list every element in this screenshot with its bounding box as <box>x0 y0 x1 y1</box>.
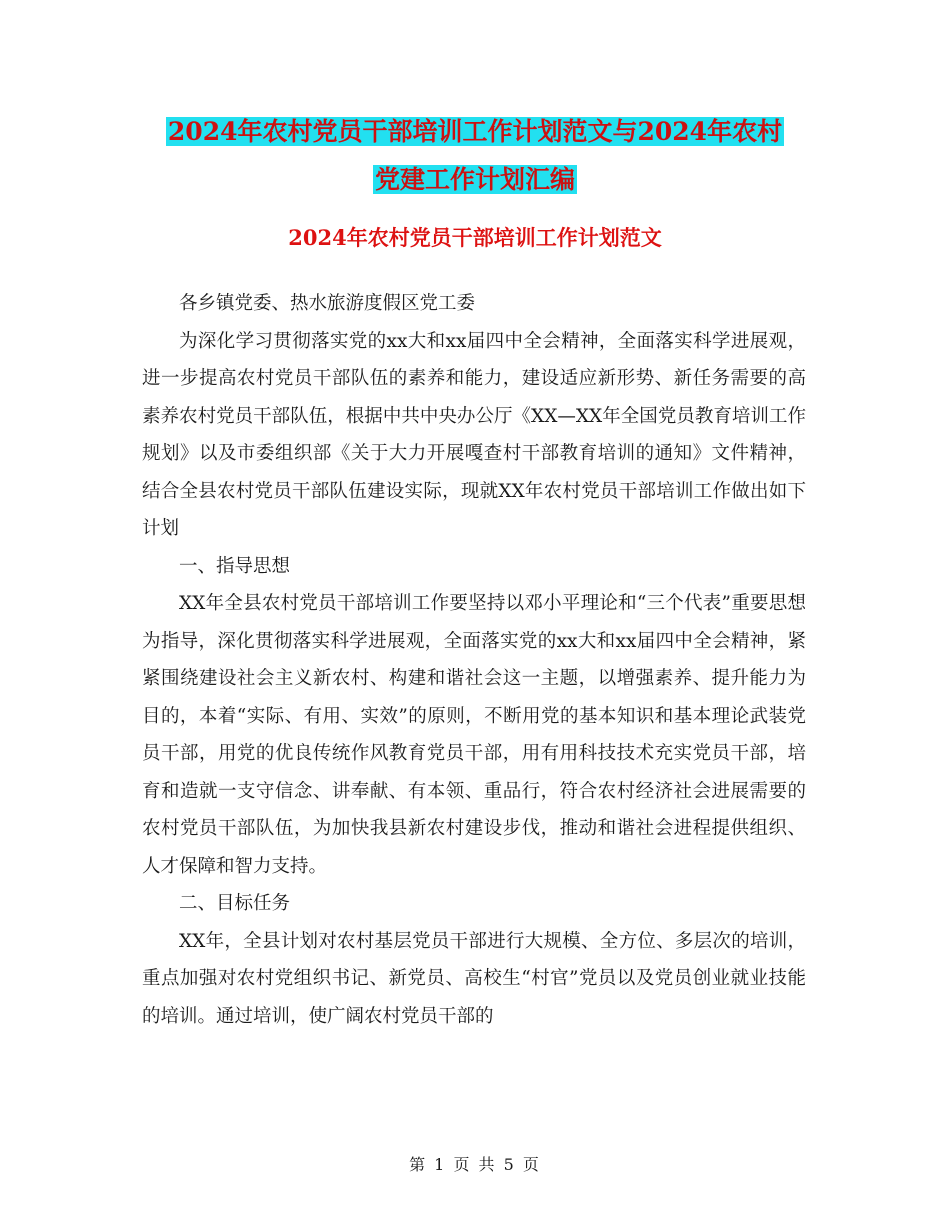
paragraph-addressee: 各乡镇党委、热水旅游度假区党工委 <box>179 293 476 314</box>
paragraph-guiding-ideology: XX年全县农村党员干部培训工作要坚持以邓小平理论和“三个代表”重要思想为指导，深化贯彻落实科学进展观，全面落实党的xx大和xx届四中全会精神，紧紧围绕建设社会主义新农村、构建和谐社会这一主题，以增强素养、提升能力为目的，本着“实际、有用、实效”的原则，不断用党的基本知识和基本理论武装党员干部，用党的优良传统作风教育党员干部，用有用科技技术充实党员干部，培育和造就一支守信念、讲奉献、有本领、重品行，符合农村经济社会进展需要的农村党员干部队伍，为加快我县新农村建设步伐，推动和谐社会进程提供组织、人才保障和智力支持。 <box>142 593 806 877</box>
paragraph-intro: 为深化学习贯彻落实党的xx大和xx届四中全会精神，全面落实科学进展观，进一步提高农村党员干部队伍的素养和能力，建设适应新形势、新任务需要的高素养农村党员干部队伍，根据中共中央办公厅《XX—XX年全国党员教育培训工作规划》以及市委组织部《关于大力开展嘎查村干部教育培训的通知》文件精神，结合全县农村党员干部队伍建设实际，现就XX年农村党员干部培训工作做出如下计划 <box>142 330 806 539</box>
document-body <box>142 285 806 1035</box>
section-title: 2024年农村党员干部培训工作计划范文 <box>288 225 662 250</box>
page-footer: 第 1 页 共 5 页 <box>409 1155 541 1174</box>
paragraph-goals-tasks: XX年，全县计划对农村基层党员干部进行大规模、全方位、多层次的培训，重点加强对农村党组织书记、新党员、高校生“村官”党员以及党员创业就业技能的培训。通过培训，使广阔农村党员干部的 <box>142 930 806 1027</box>
document-title-line-1: 2024年农村党员干部培训工作计划范文与2024年农村 <box>167 117 783 146</box>
document-title-line-2: 党建工作计划汇编 <box>374 165 575 194</box>
document-title <box>140 108 810 204</box>
heading-goals-tasks: 二、目标任务 <box>179 893 291 914</box>
heading-guiding-ideology: 一、指导思想 <box>179 555 291 577</box>
